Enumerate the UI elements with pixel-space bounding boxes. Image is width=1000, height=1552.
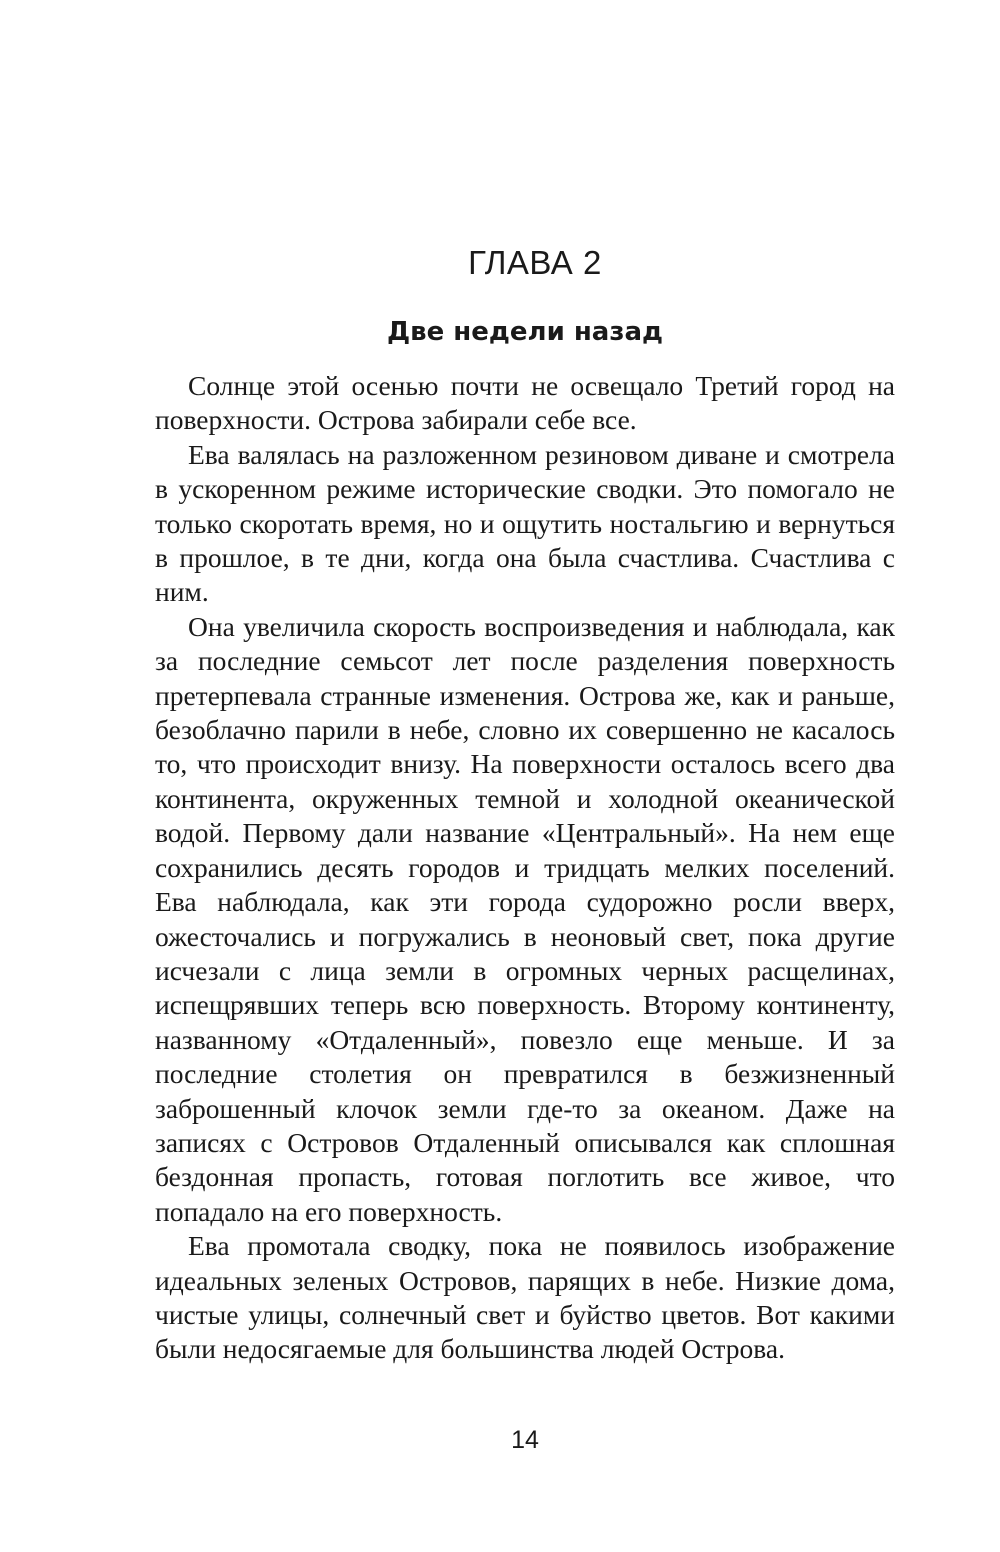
paragraph: Ева промотала сводку, пока не появилось изображение идеальных зеленых Островов, парящих в небе. Низкие дома, чистые улицы, солнечный свет и буйство цветов. Вот какими были недосягаемые для большинства людей Острова.	[155, 1230, 895, 1365]
paragraph: Солнце этой осенью почти не освещало Третий город на поверхности. Острова забирали себе все.	[155, 370, 895, 436]
chapter-subtitle: Две недели назад	[387, 317, 663, 347]
paragraph: Ева валялась на разложенном резиновом диване и смотрела в ускоренном режиме исторические сводки. Это помогало не только скоротать время, но и ощутить ностальгию и вернуться в прошлое, в те дни, когда она была счастлива. Счастлива с ним.	[155, 438, 895, 608]
page-number: 14	[511, 1426, 539, 1454]
chapter-body	[155, 369, 895, 1367]
paragraph: Она увеличила скорость воспроизведения и наблюдала, как за последние семьсот лет после разделения поверхность претерпевала странные изменения. Острова же, как и раньше, безоблачно парили в небе, словно их совершенно не касалось то, что происходит внизу. На поверхности осталось всего два континента, окруженных темной и холодной океанической водой. Первому дали название «Центральный». На нем еще сохранились десять городов и тридцать мелких поселений. Ева наблюдала, как эти города судорожно росли вверх, ожесточались и погружались в неоновый свет, пока другие исчезали с лица земли в огромных черных расщелинах, испещрявших теперь всю поверхность. Второму континенту, названному «Отдаленный», повезло еще меньше. И за последние столетия он превратился в безжизненный заброшенный клочок земли где-то за океаном. Даже на записях с Островов Отдаленный описывался как сплошная бездонная пропасть, готовая поглотить все живое, что попадало на его поверхность.	[155, 610, 895, 1227]
chapter-title: ГЛАВА 2	[468, 244, 602, 281]
